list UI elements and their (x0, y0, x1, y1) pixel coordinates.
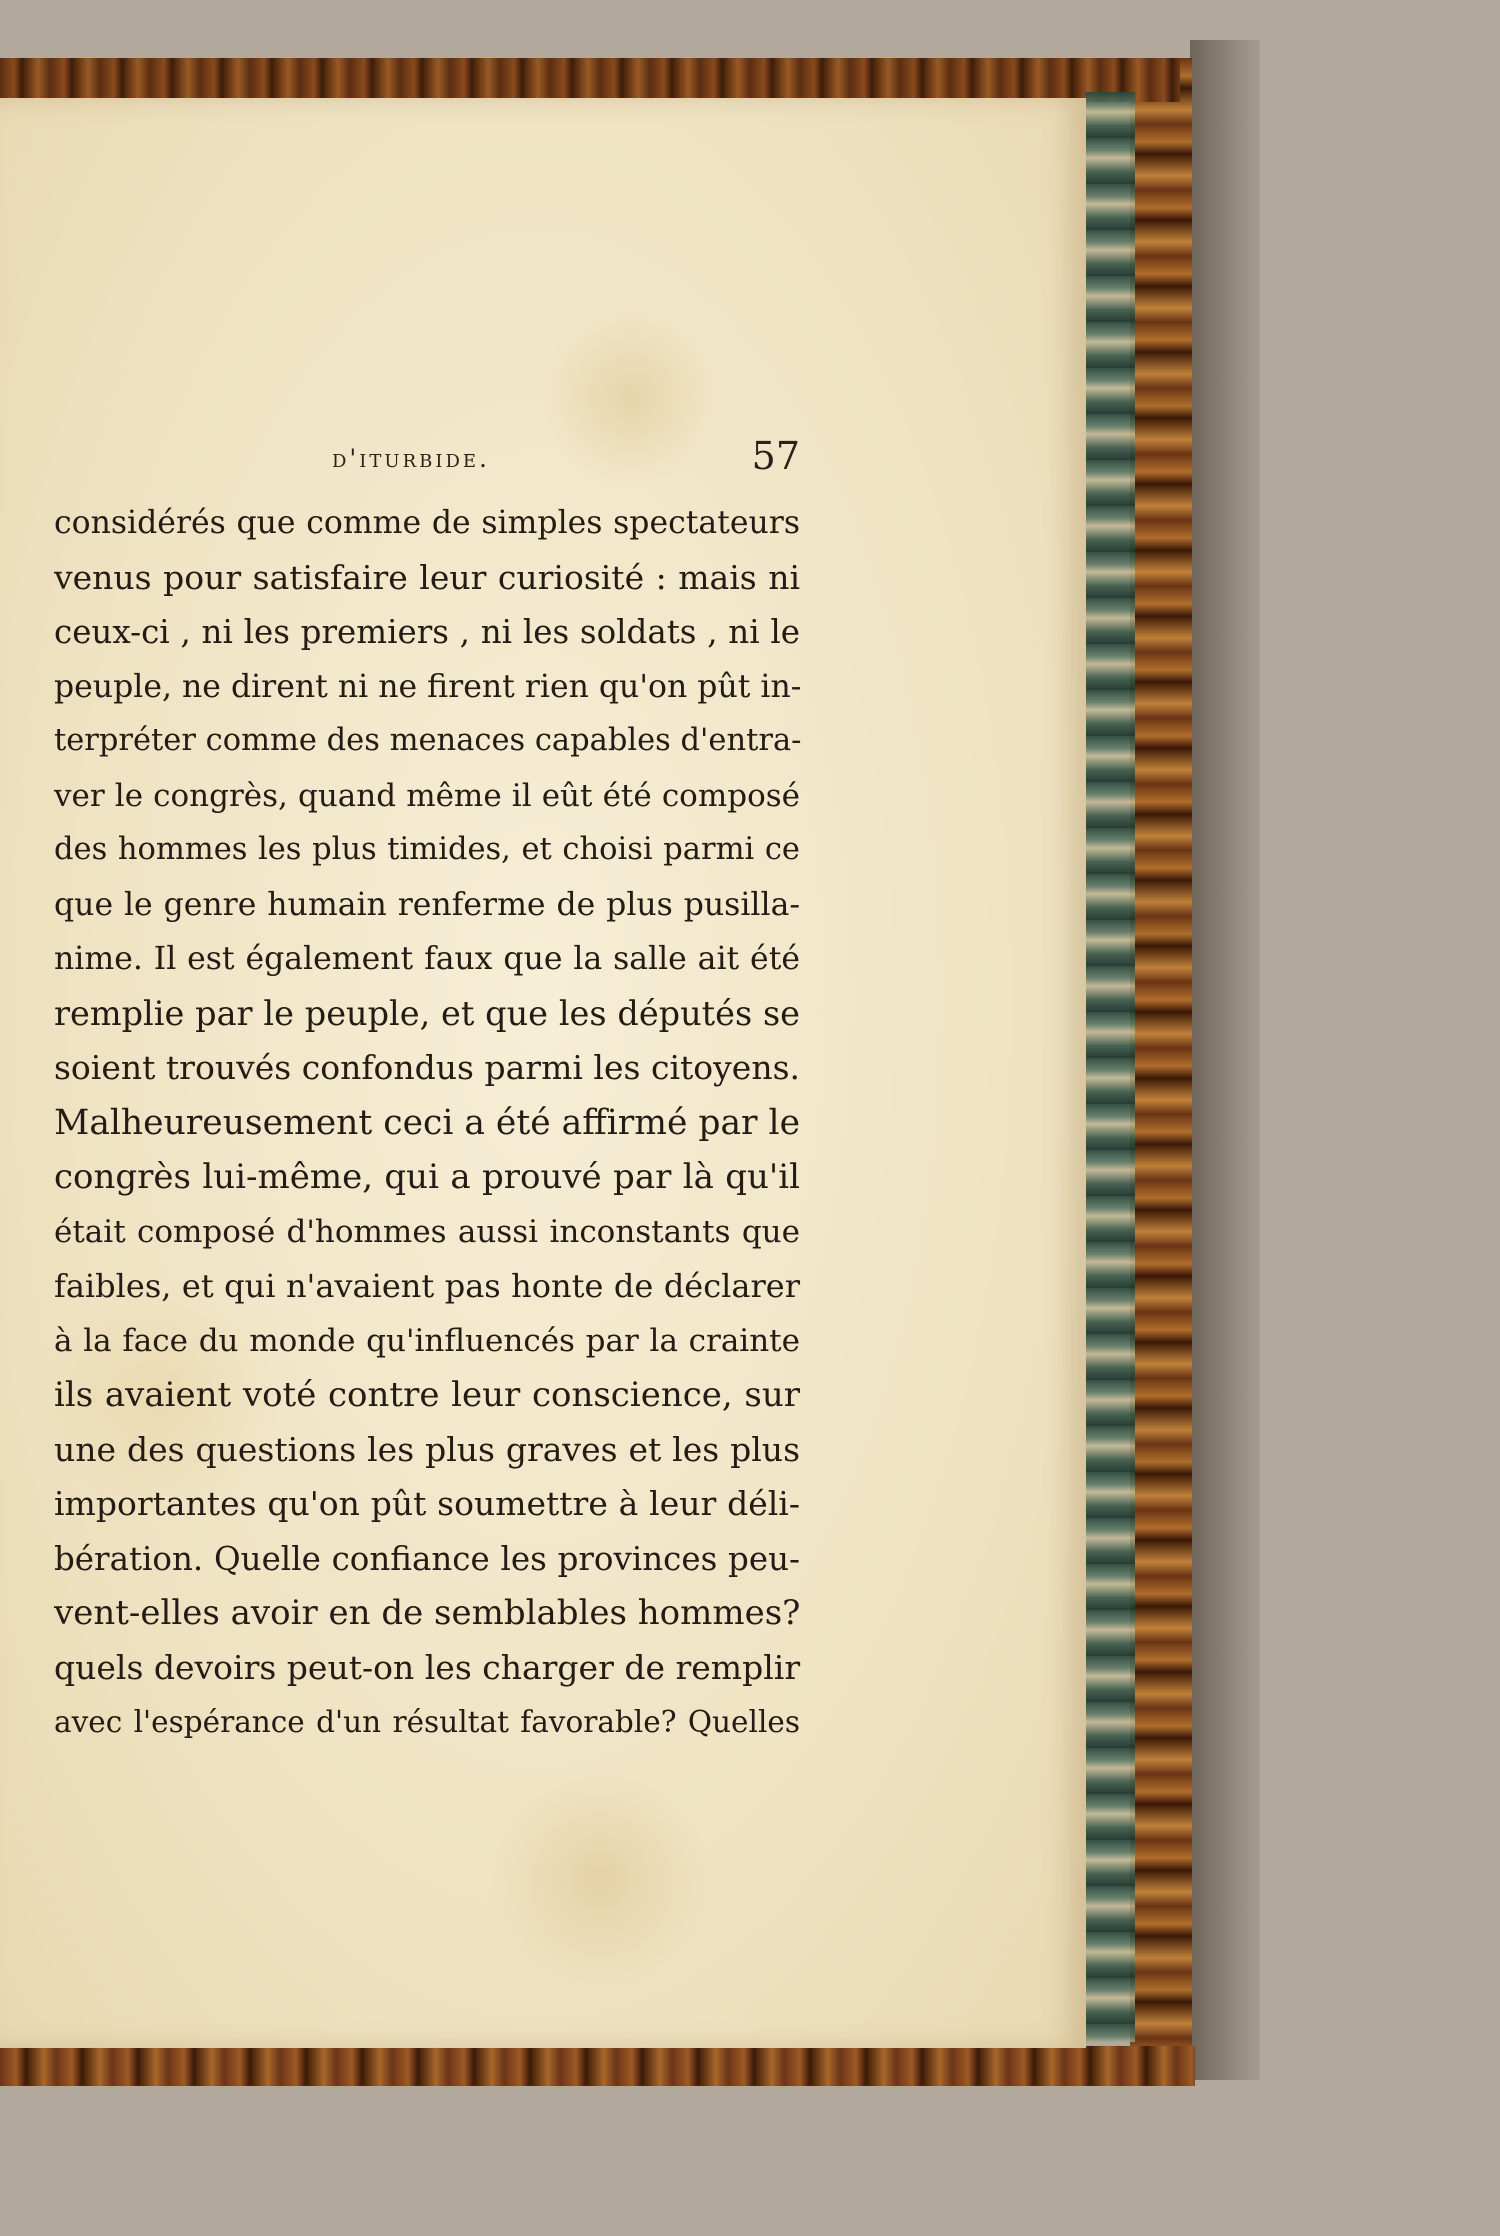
text-line: faibles, et qui n'avaient pas honte de déclarer (54, 1267, 800, 1305)
text-line: soient trouvés confondus parmi les citoyens. (54, 1048, 800, 1087)
book-page (0, 98, 1086, 2048)
text-line: bération. Quelle confiance les provinces peu- (54, 1539, 800, 1578)
text-line: nime. Il est également faux que la salle ait été (54, 941, 800, 977)
text-line: ver le congrès, quand même il eût été composé (54, 777, 800, 814)
text-line: considérés que comme de simples spectateurs (54, 505, 800, 541)
text-line: était composé d'hommes aussi inconstants que (54, 1213, 800, 1250)
text-line: importantes qu'on pût soumettre à leur déli- (54, 1484, 800, 1523)
text-line: terpréter comme des menaces capables d'entra- (54, 723, 802, 758)
text-line: Malheureusement ceci a été affirmé par le (54, 1102, 800, 1143)
text-line: avec l'espérance d'un résultat favorable? Quelles (54, 1705, 800, 1739)
text-line: congrès lui-même, qui a prouvé par là qu'il (54, 1157, 800, 1197)
text-line: peuple, ne dirent ni ne firent rien qu'on pût in- (54, 668, 802, 705)
book-cover-bottom-edge (0, 2046, 1195, 2086)
page-number: 57 (751, 434, 800, 478)
running-head (50, 434, 800, 480)
text-line: ils avaient voté contre leur conscience, sur (54, 1375, 800, 1415)
text-line: venus pour satisfaire leur curiosité : mais ni (54, 557, 800, 597)
text-line: que le genre humain renferme de plus pusilla- (54, 886, 800, 923)
text-line: ceux-ci , ni les premiers , ni les soldats , ni le (54, 613, 800, 651)
running-title: d'iturbide. (332, 444, 490, 473)
text-line: une des questions les plus graves et les plus (54, 1429, 800, 1469)
text-line: à la face du monde qu'influencés par la crainte (54, 1322, 800, 1359)
marbled-page-edge (1085, 92, 1135, 2042)
text-line: vent-elles avoir en de semblables hommes? (54, 1593, 801, 1633)
book-cover-right-edge (1130, 58, 1192, 2086)
body-text (54, 496, 800, 1750)
text-line: quels devoirs peut-on les charger de remplir (54, 1647, 801, 1687)
text-line: remplie par le peuple, et que les députés se (54, 993, 800, 1033)
background-shadow (1190, 40, 1260, 2080)
book-cover-top-edge (0, 58, 1180, 102)
text-line: des hommes les plus timides, et choisi parmi ce (54, 832, 800, 867)
